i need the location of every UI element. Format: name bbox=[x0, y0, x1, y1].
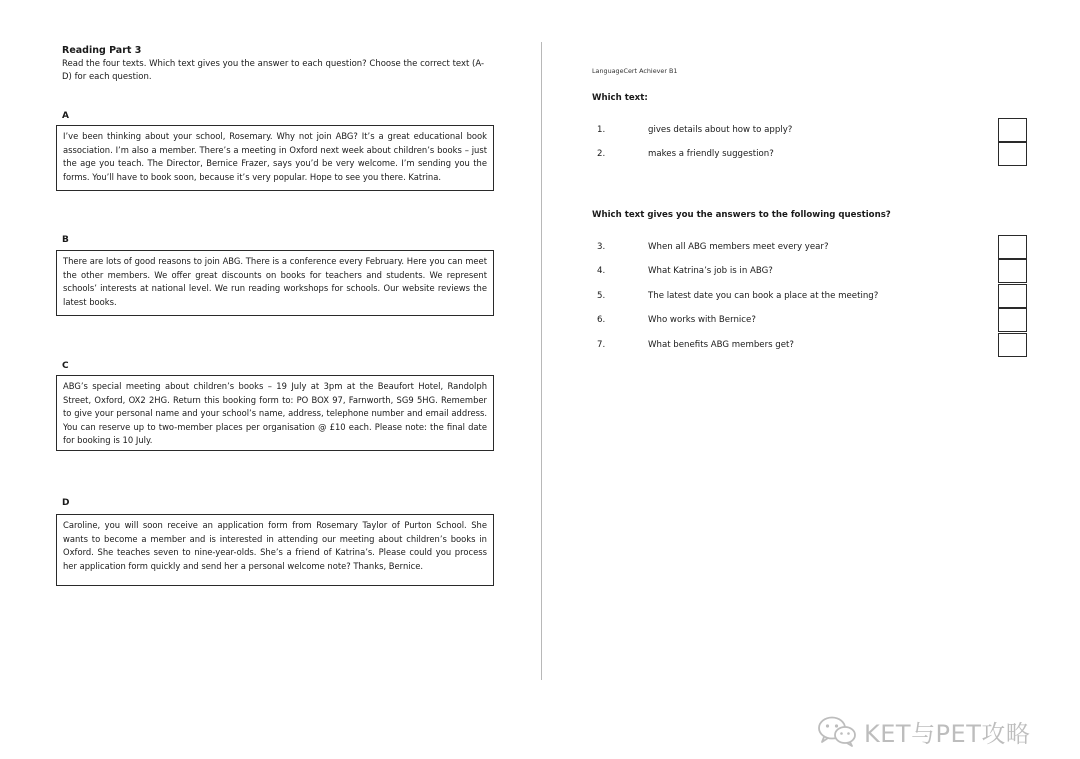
answer-box-1[interactable] bbox=[998, 118, 1027, 142]
text-box-d: Caroline, you will soon receive an application form from Rosemary Taylor of Purton School. She wants to become a member and is interested in attending our meeting about children’s books in Oxford. She teaches seven to nine-year-olds. She’s a friend of Katrina’s. Please could you process her application form quickly and send her a personal welcome note? Thanks, Bernice. bbox=[56, 514, 494, 586]
text-box-c: ABG’s special meeting about children’s books – 19 July at 3pm at the Beaufort Hotel, Randolph Street, Oxford, OX2 2HG. Return this booking form to: PO BOX 97, Farnworth, SG9 5HG. Remember to give your personal name and your school’s name, address, telephone number and email address. You can reserve up to two-member places per organisation @ £10 each. Please note: the final date for booking is 10 July. bbox=[56, 375, 494, 451]
column-divider bbox=[541, 42, 542, 680]
wechat-icon bbox=[816, 715, 858, 747]
text-box-b: There are lots of good reasons to join ABG. There is a conference every February. Here you can meet the other members. We offer great discounts on books for teachers and students. We represent schools’ interests at national level. We run reading workshops for schools. Our website reviews the latest books. bbox=[56, 250, 494, 316]
answer-box-2[interactable] bbox=[998, 142, 1027, 166]
part-title: Reading Part 3 bbox=[62, 45, 142, 56]
text-box-a: I’ve been thinking about your school, Rosemary. Why not join ABG? It’s a great educational book association. I’m also a member. There’s a meeting in Oxford next week about children’s books – just the age you teach. The Director, Bernice Frazer, says you’d be very welcome. I’m sending you the forms. You’ll have to book soon, because it’s very popular. Hope to see you there. Katrina. bbox=[56, 125, 494, 191]
text-label-b: B bbox=[62, 235, 69, 245]
text-label-a: A bbox=[62, 111, 69, 121]
answer-box-6[interactable] bbox=[998, 308, 1027, 332]
question-text: The latest date you can book a place at the meeting? bbox=[648, 291, 879, 301]
text-label-d: D bbox=[62, 498, 70, 508]
question-text: gives details about how to apply? bbox=[648, 125, 793, 135]
question-number: 3. bbox=[597, 242, 606, 252]
question-number: 6. bbox=[597, 315, 606, 325]
text-label-c: C bbox=[62, 361, 69, 371]
question-text: What benefits ABG members get? bbox=[648, 340, 794, 350]
question-text: What Katrina’s job is in ABG? bbox=[648, 266, 773, 276]
exam-header: LanguageCert Achiever B1 bbox=[592, 67, 678, 75]
answer-box-5[interactable] bbox=[998, 284, 1027, 308]
question-number: 1. bbox=[597, 125, 606, 135]
question-number: 2. bbox=[597, 149, 606, 159]
question-text: When all ABG members meet every year? bbox=[648, 242, 829, 252]
watermark bbox=[816, 713, 1030, 749]
answer-box-4[interactable] bbox=[998, 259, 1027, 283]
question-number: 4. bbox=[597, 266, 606, 276]
question-number: 5. bbox=[597, 291, 606, 301]
instructions: Read the four texts. Which text gives you the answer to each question? Choose the correct text (A-D) for each question. bbox=[62, 59, 485, 82]
question-text: Who works with Bernice? bbox=[648, 315, 756, 325]
section2-heading: Which text gives you the answers to the following questions? bbox=[592, 210, 891, 220]
question-text: makes a friendly suggestion? bbox=[648, 149, 774, 159]
section1-heading: Which text: bbox=[592, 93, 648, 103]
watermark-text: KET与PET攻略 bbox=[864, 719, 1031, 748]
answer-box-7[interactable] bbox=[998, 333, 1027, 357]
reading-header bbox=[62, 44, 494, 84]
answer-box-3[interactable] bbox=[998, 235, 1027, 259]
question-number: 7. bbox=[597, 340, 606, 350]
